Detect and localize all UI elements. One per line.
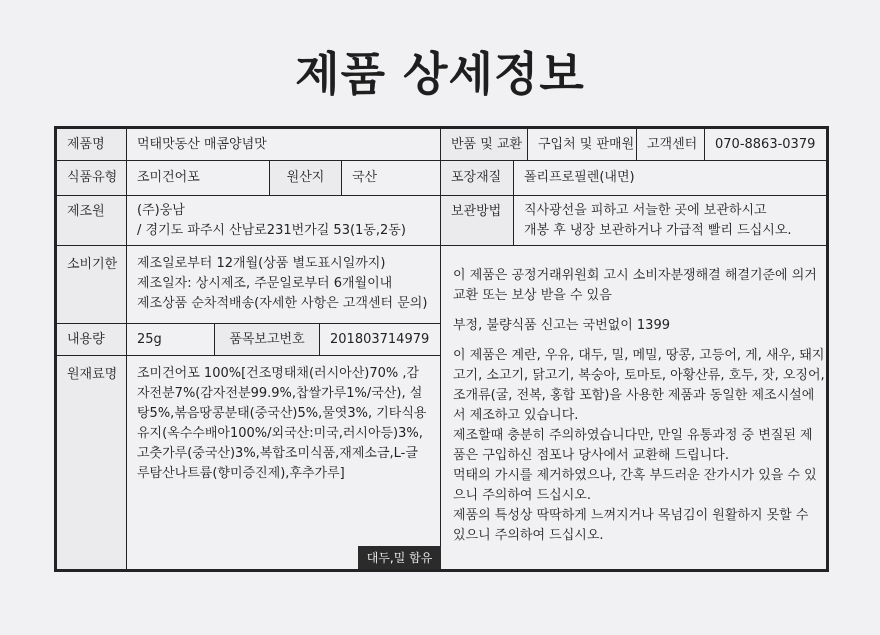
maker-address: / 경기도 파주시 산남로231번가길 53(1동,2동) [137, 223, 406, 238]
product-name-label: 제품명 [57, 129, 127, 161]
return-place-value: 구입처 및 판매원 [528, 129, 637, 161]
packaging-label: 포장재질 [441, 161, 514, 196]
expiry-line-3: 제조상품 순차적배송(자세한 사항은 고객센터 문의) [137, 296, 428, 311]
storage-label: 보관방법 [441, 196, 514, 246]
ingredients-label: 원재료명 [57, 356, 127, 569]
maker-name: (주)웅남 [137, 203, 185, 218]
food-type-label: 식품유형 [57, 161, 127, 196]
notice-section [453, 266, 825, 546]
maker-value [127, 196, 441, 246]
cs-phone-value: 070-8863-0379 [705, 129, 826, 161]
origin-label: 원산지 [270, 161, 342, 196]
notice-report: 부정, 불량식품 신고는 국번없이 1399 [453, 318, 670, 333]
packaging-value: 폴리프로필렌(내면) [514, 161, 826, 196]
maker-label: 제조원 [57, 196, 127, 246]
volume-label: 내용량 [57, 324, 127, 356]
expiry-label: 소비기한 [57, 246, 127, 324]
notice-allergen: 이 제품은 계란, 우유, 대두, 밀, 메밀, 땅콩, 고등어, 게, 새우, 돼지고기, 소고기, 닭고기, 복숭아, 토마토, 아황산류, 호두, 잣, 오징어, 조개류(굴, 전복, 홍합 포함)을 사용한 제품과 동일한 제조시설에서 제조하고 있습니다. [453, 348, 825, 423]
allergen-badge: 대두,밀 함유 [358, 546, 441, 569]
expiry-line-2: 제조일자: 상시제조, 주문일로부터 6개월이내 [137, 276, 393, 291]
cs-label: 고객센터 [637, 129, 705, 161]
notice-exchange: 제조할때 충분히 주의하였습니다만, 만일 유통과정 중 변질된 제품은 구입하신 점포나 당사에서 교환해 드립니다. [453, 428, 813, 463]
return-label: 반품 및 교환 [441, 129, 528, 161]
expiry-value [127, 246, 441, 324]
volume-value: 25g [127, 324, 215, 356]
product-name-value: 먹태맛동산 매콤양념맛 [127, 129, 441, 161]
notice-texture: 제품의 특성상 딱딱하게 느껴지거나 목넘김이 원활하지 못할 수 있으니 주의하여 드십시오. [453, 508, 809, 543]
origin-value: 국산 [342, 161, 441, 196]
report-value: 201803714979 [320, 324, 441, 356]
notice-bones: 먹태의 가시를 제거하였으나, 간혹 부드러운 잔가시가 있을 수 있으니 주의하여 드십시오. [453, 468, 817, 503]
storage-value [514, 196, 826, 246]
food-type-value: 조미건어포 [127, 161, 270, 196]
page-title: 제품 상세정보 [295, 47, 585, 101]
storage-line-2: 개봉 후 냉장 보관하거나 가급적 빨리 드십시오. [524, 223, 792, 238]
report-label: 품목보고번호 [215, 324, 320, 356]
storage-line-1: 직사광선을 피하고 서늘한 곳에 보관하시고 [524, 203, 767, 218]
product-info-table [54, 126, 829, 572]
expiry-line-1: 제조일로부터 12개월(상품 별도표시일까지) [137, 256, 386, 271]
ingredients-value: 조미건어포 100%[건조명태채(러시아산)70% ,감자전분7%(감자전분99.9%,찹쌀가루1%/국산), 설탕5%,볶음땅콩분태(중국산)5%,물엿3%, 기타식용유지(옥수수배아100%/외국산:미국,러시아등)3%, 고춧가루(중국산)3%,복합조미식품,재제소금,L-글루탐산나트륨(향미증진제),후추가루] [127, 356, 441, 569]
notice-compensation: 이 제품은 공정거래위원회 고시 소비자분쟁해결 해결기준에 의거 교환 또는 보상 받을 수 있음 [453, 268, 817, 303]
